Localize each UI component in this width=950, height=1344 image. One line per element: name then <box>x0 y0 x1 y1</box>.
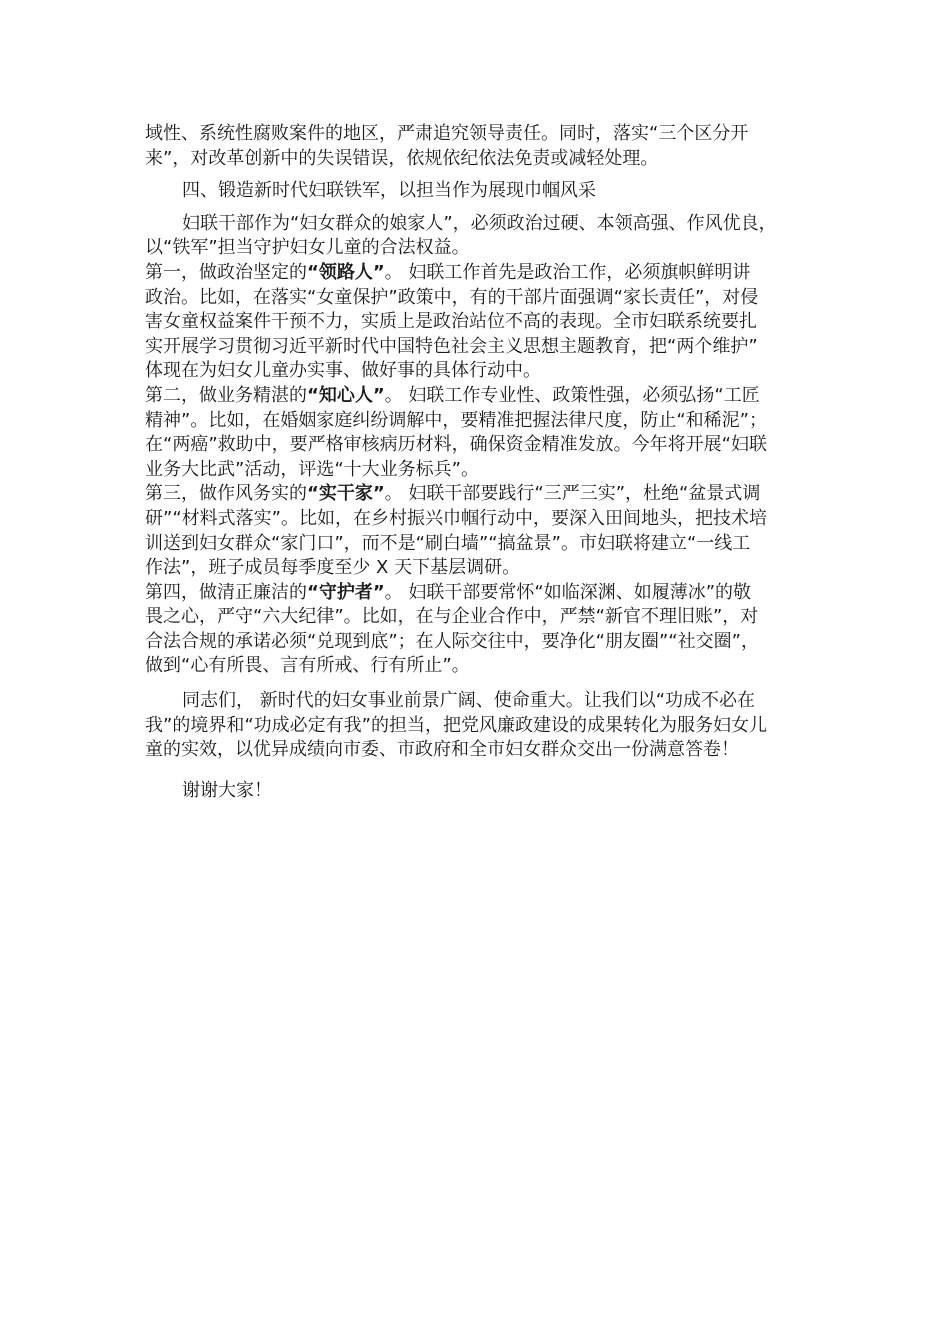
list-item-second <box>145 384 815 482</box>
item-lead: 第一，做政治坚定的 <box>145 261 307 283</box>
text-line: 童的实效，以优异成绩向市委、市政府和全市妇女群众交出一份满意答卷！ <box>145 739 739 761</box>
list-item-third <box>145 482 815 580</box>
text-line: 做到“心有所畏、言有所戒、行有所止”。 <box>145 655 470 677</box>
item-lead: 第二，做业务精湛的 <box>145 384 307 406</box>
item-text: 。 妇联干部要践行“三严三实”，杜绝“盆景式调 <box>384 483 761 505</box>
item-lead: 第三，做作风务实的 <box>145 483 307 505</box>
text-line: 实开展学习贯彻习近平新时代中国特色社会主义思想主题教育，把“两个维护” <box>145 335 758 357</box>
item-keyword: “守护者” <box>307 581 385 603</box>
text-line <box>145 581 815 606</box>
text-line: 训送到妇女群众“家门口”，而不是“刷白墙”“搞盆景”。市妇联将建立“一线工 <box>145 532 751 554</box>
item-text: 。 妇联干部要常怀“如临深渊、如履薄冰”的敬 <box>384 581 752 603</box>
text-line: 害女童权益案件干预不力，实质上是政治站位不高的表现。全市妇联系统要扎 <box>145 311 757 333</box>
text-line: 合法合规的承诺必须“兑现到底”；在人际交往中，要净化“朋友圈”“社交圈”， <box>145 630 759 652</box>
paragraph-conclusion <box>145 689 815 763</box>
text-line: 畏之心，严守“六大纪律”。比如，在与企业合作中，严禁“新官不理旧账”，对 <box>145 606 759 628</box>
item-text: 。 妇联工作专业性、政策性强，必须弘扬“工匠 <box>384 384 760 406</box>
text-line: 以“铁军”担当守护妇女儿童的合法权益。 <box>145 237 470 259</box>
text-line <box>145 482 815 507</box>
paragraph-iron-army <box>145 212 815 261</box>
item-keyword: “领路人” <box>307 261 385 283</box>
text-line: 体现在为妇女儿童办实事、做好事的具体行动中。 <box>145 360 541 382</box>
item-lead: 第四，做清正廉洁的 <box>145 581 307 603</box>
item-keyword: “知心人” <box>307 384 385 406</box>
text-line: 妇联干部作为“妇女群众的娘家人”，必须政治过硬、本领高强、作风优良， <box>182 212 777 234</box>
item-keyword: “实干家” <box>307 483 385 505</box>
list-item-first <box>145 261 815 384</box>
text-line: 在“两癌”救助中，要严格审核病历材料，确保资金精准发放。今年将开展“妇联 <box>145 434 767 456</box>
section-heading-4: 四、锻造新时代妇联铁军，以担当作为展现巾帼风采 <box>182 180 596 202</box>
text-line: 来”，对改革创新中的失误错误，依规依纪依法免责或减轻处理。 <box>145 147 659 169</box>
text-line: 作法”，班子成员每季度至少 X 天下基层调研。 <box>145 557 521 579</box>
text-line: 同志们， 新时代的妇女事业前景广阔、使命重大。让我们以“功成不必在 <box>182 690 756 712</box>
text-line: 我”的境界和“功成必定有我”的担当，把党风廉政建设的成果转化为服务妇女儿 <box>145 714 767 736</box>
paragraph-accountability <box>145 122 815 171</box>
text-line: 政治。比如，在落实“女童保护”政策中，有的干部片面强调“家长责任”，对侵 <box>145 286 759 308</box>
text-line: 研”“材料式落实”。比如，在乡村振兴巾帼行动中，要深入田间地头，把技术培 <box>145 507 767 529</box>
item-text: 。 妇联工作首先是政治工作，必须旗帜鲜明讲 <box>384 261 751 283</box>
text-line: 业务大比武”活动，评选“十大业务标兵”。 <box>145 458 479 480</box>
document-page <box>145 122 815 803</box>
closing-thanks: 谢谢大家！ <box>182 779 272 801</box>
text-line <box>145 261 815 286</box>
text-line: 域性、系统性腐败案件的地区，严肃追究领导责任。同时，落实“三个区分开 <box>145 123 749 144</box>
text-line: 精神”。比如，在婚姻家庭纠纷调解中，要精准把握法律尺度，防止“和稀泥”； <box>145 409 767 431</box>
list-item-fourth <box>145 581 815 679</box>
text-line <box>145 384 815 409</box>
